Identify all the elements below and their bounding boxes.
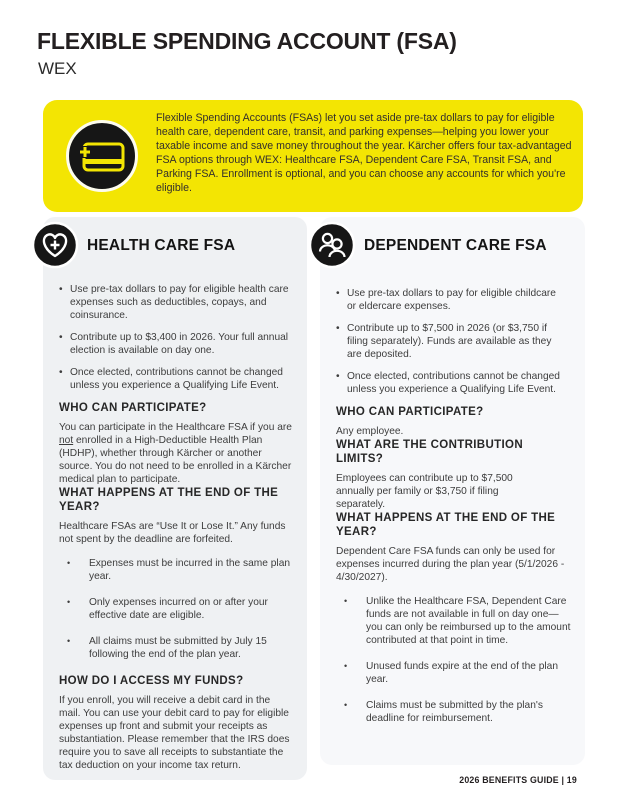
dependent-care-fsa-panel [320, 217, 585, 765]
dc-eoy-heading: WHAT HAPPENS AT THE END OF THE YEAR? [336, 512, 556, 538]
page-subtitle: WEX [38, 59, 77, 78]
hc-access-heading: HOW DO I ACCESS MY FUNDS? [59, 675, 244, 687]
dc-eoy-intro: Dependent Care FSA funds can only be used for expenses incurred during the plan year (5/1/2026 - 4/30/2027). [336, 546, 565, 583]
dependent-care-header [336, 225, 573, 275]
page-title: FLEXIBLE SPENDING ACCOUNT (FSA) [37, 28, 457, 54]
bullet-item: • Expenses must be incurred in the same plan year. [59, 557, 293, 583]
bullet-item: • Unused funds expire at the end of the plan year. [336, 660, 573, 686]
health-care-title: HEALTH CARE FSA [87, 237, 236, 254]
bullet-item: • Contribute up to $7,500 in 2026 (or $3,750 if filing separately). Funds are available as they are deposited. [336, 322, 563, 361]
page-footer: 2026 BENEFITS GUIDE | 19 [459, 775, 577, 785]
hc-eoy-intro: Healthcare FSAs are “Use It or Lose It.” Any funds not spent by the deadline are forfeited. [59, 521, 286, 545]
bullet-item: • Once elected, contributions cannot be changed unless you experience a Qualifying Life Event. [336, 370, 563, 396]
people-icon [308, 221, 356, 269]
health-care-header [59, 225, 293, 275]
hc-access-body: If you enroll, you will receive a debit card in the mail. You can use your debit card to pay for eligible expenses up front and submit your receipts as substantiation. Please remember that the IRS does require you to save all receipts to substantiate the tax deduction on your income tax return. [59, 695, 290, 771]
dependent-care-title: DEPENDENT CARE FSA [364, 237, 547, 254]
intro-banner [43, 100, 583, 212]
hc-who-heading: WHO CAN PARTICIPATE? [59, 402, 207, 414]
dc-eoy-bullet-list [336, 595, 573, 725]
bullet-item: • Use pre-tax dollars to pay for eligible health care expenses such as deductibles, copays, and coinsurance. [59, 283, 293, 322]
health-care-fsa-panel [43, 217, 307, 780]
hc-eoy-heading: WHAT HAPPENS AT THE END OF THE YEAR? [59, 487, 279, 513]
hc-eoy-bullet-list [59, 557, 293, 661]
bullet-item: • Unlike the Healthcare FSA, Dependent Care funds are not available in full on day one—you can only be reimbursed up to the amount contributed at that point in time. [336, 595, 573, 647]
bullet-item: • Claims must be submitted by the plan's deadline for reimbursement. [336, 699, 573, 725]
dependent-care-bullet-list [336, 287, 573, 396]
hc-who-body: You can participate in the Healthcare FSA if you are not enrolled in a High-Deductible Health Plan (HDHP), whether through Kärcher or another source. You do not need to be enrolled in a Kärcher medical plan to participate. [59, 422, 292, 485]
debit-card-icon [65, 119, 139, 193]
intro-text: Flexible Spending Accounts (FSAs) let you set aside pre-tax dollars to pay for eligible health care, dependent care, transit, and parking expenses—helping you lower your taxable income and save money throughout the year. Kärcher offers four tax-advantaged FSA options through WEX: Healthcare FSA, Dependent Care FSA, Transit FSA, and Parking FSA. Enrollment is optional, and you can choose any accounts for which you're eligible. [156, 112, 572, 194]
bullet-item: • Only expenses incurred on or after your effective date are eligible. [59, 596, 293, 622]
bullet-item: • Once elected, contributions cannot be changed unless you experience a Qualifying Life Event. [59, 366, 293, 392]
dc-limits-body: Employees can contribute up to $7,500 annually per family or $3,750 if filing separately. [336, 473, 513, 510]
bullet-item: • All claims must be submitted by July 15 following the end of the plan year. [59, 635, 293, 661]
dc-who-body: Any employee. [336, 426, 404, 437]
bullet-item: • Use pre-tax dollars to pay for eligible childcare or eldercare expenses. [336, 287, 563, 313]
heart-plus-icon [31, 221, 79, 269]
dc-limits-heading: WHAT ARE THE CONTRIBUTION LIMITS? [336, 439, 523, 465]
bullet-item: • Contribute up to $3,400 in 2026. Your full annual election is available on day one. [59, 331, 293, 357]
health-care-bullet-list [59, 283, 293, 392]
dc-who-heading: WHO CAN PARTICIPATE? [336, 406, 484, 418]
